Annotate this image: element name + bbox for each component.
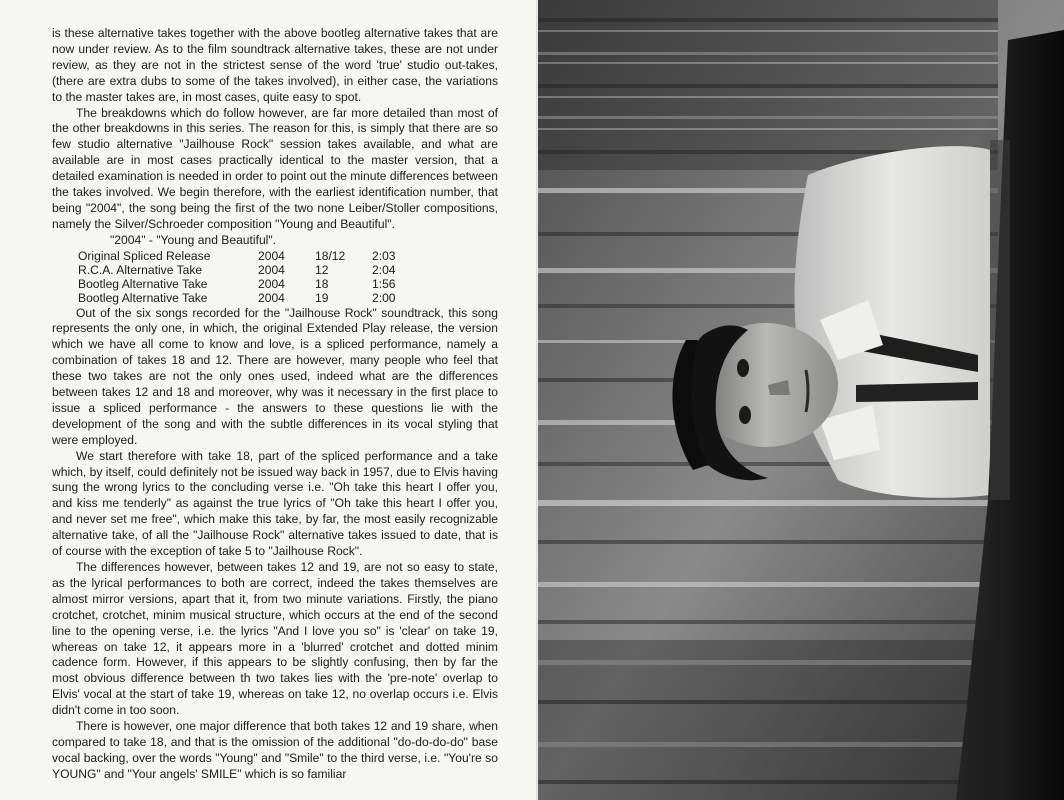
photo-page xyxy=(538,0,1064,800)
paragraph-4: We start therefore with take 18, part of the spliced performance and a take which, by itself, could definitely not be issued way back in 1957, due to Elvis having sung the wrong lyrics to the concluding verse i.e. "Oh take this heart I offer you, and kiss me tenderly" as against the true lyrics of "Oh take this heart I offer you, and never set me free", which make this take, by far, the most easily recognizable alternative take, of all the "Jailhouse Rock" alternative takes issued to date, that is of course with the exception of take 5 to "Jailhouse Rock". xyxy=(52,448,498,559)
take-number: 2004 xyxy=(258,262,285,277)
paragraph-6: There is however, one major difference that both takes 12 and 19 share, when compared to take 18, and that is the omission of the additional "do-do-do-do" base vocal backing, over the words "Young" and "Smile" to the third verse, i.e. "You're so YOUNG" and "Your angels' SMILE" which is so familiar xyxy=(52,719,498,781)
takes-table-block xyxy=(52,233,498,306)
edge-highlight xyxy=(990,140,1010,500)
take-id: 12 xyxy=(315,262,329,277)
takes-table-heading: "2004" - "Young and Beautiful". xyxy=(110,232,277,247)
take-time: 1:56 xyxy=(372,277,396,292)
bottom-shadow xyxy=(538,640,998,800)
take-id: 19 xyxy=(315,291,329,306)
table-row xyxy=(78,291,412,305)
right-eye xyxy=(739,406,751,424)
left-eye xyxy=(737,359,749,377)
tie-lower xyxy=(856,382,978,402)
take-time: 2:00 xyxy=(372,291,396,306)
take-time: 2:04 xyxy=(372,262,396,277)
top-texture xyxy=(538,0,998,170)
take-title: R.C.A. Alternative Take xyxy=(78,262,203,277)
paragraph-2: The breakdowns which do follow however, are far more detailed than most of the other breakdowns in this series. The reason for this, is simply that there are so few studio alternative "Jailhouse Rock" session takes available, and what are available are in most cases practically identical to the master version, that a detailed examination is needed in order to point out the minute differences between the takes involved. We begin therefore, with the earliest identification number, that being "2004", the song being the first of the two none Leiber/Stoller compositions, namely the Silver/Schroeder composition "Young and Beautiful". xyxy=(52,105,498,231)
portrait-photo xyxy=(538,0,1064,800)
take-title: Bootleg Alternative Take xyxy=(78,277,208,292)
take-id: 18/12 xyxy=(315,248,346,263)
take-number: 2004 xyxy=(258,291,285,306)
table-row xyxy=(78,277,412,291)
takes-table xyxy=(78,249,412,306)
text-column xyxy=(52,26,498,783)
take-id: 18 xyxy=(315,277,329,292)
paragraph-1: is these alternative takes together with the above bootleg alternative takes that are now under review. As to the film soundtrack alternative takes, these are not under review, as they are not in the strictest sense of the word 'true' studio out-takes, (there are extra dubs to some of the takes involved), in either case, the variations to the master takes are, in most cases, quite easy to spot. xyxy=(52,26,498,104)
table-row xyxy=(78,249,412,263)
take-number: 2004 xyxy=(258,248,285,263)
take-time: 2:03 xyxy=(372,248,396,263)
take-number: 2004 xyxy=(258,277,285,292)
table-row xyxy=(78,263,412,277)
take-title: Original Spliced Release xyxy=(78,248,211,263)
take-title: Bootleg Alternative Take xyxy=(78,291,208,306)
paragraph-5: The differences however, between takes 12 and 19, are not so easy to state, as the lyrical performances to both are correct, indeed the takes themselves are almost mirror versions, apart that it, from two minute variations. Firstly, the piano crotchet, crotchet, minim musical structure, which occurs at the end of the second line to the opening verse, i.e. the lyrics "And I love you so" is 'clear' on take 19, whereas on take 12, it appears more in a 'blurred' crotchet and dotted minim cadence form. However, if this appears to be slightly confusing, then by far the most obvious difference between th two takes lies with the 'pre-note' overlap to Elvis' vocal at the start of take 19, whereas on take 12, no overlap occurs i.e. Elvis didn't come in too soon. xyxy=(52,560,498,718)
paragraph-3: Out of the six songs recorded for the "Jailhouse Rock" soundtrack, this song represents the only one, in which, the original Extended Play release, the version which we have all come to know and love, is a spliced performance, namely a combination of takes 18 and 12. There are however, many people who feel that these two takes are not the only ones used, indeed what are the differences between takes 12 and 18 and moreover, why was it necessary in the first place to issue a spliced performance - the answers to these questions lie with the development of the song and with the subtle differences in its vocal styling that were employed. xyxy=(52,305,498,447)
